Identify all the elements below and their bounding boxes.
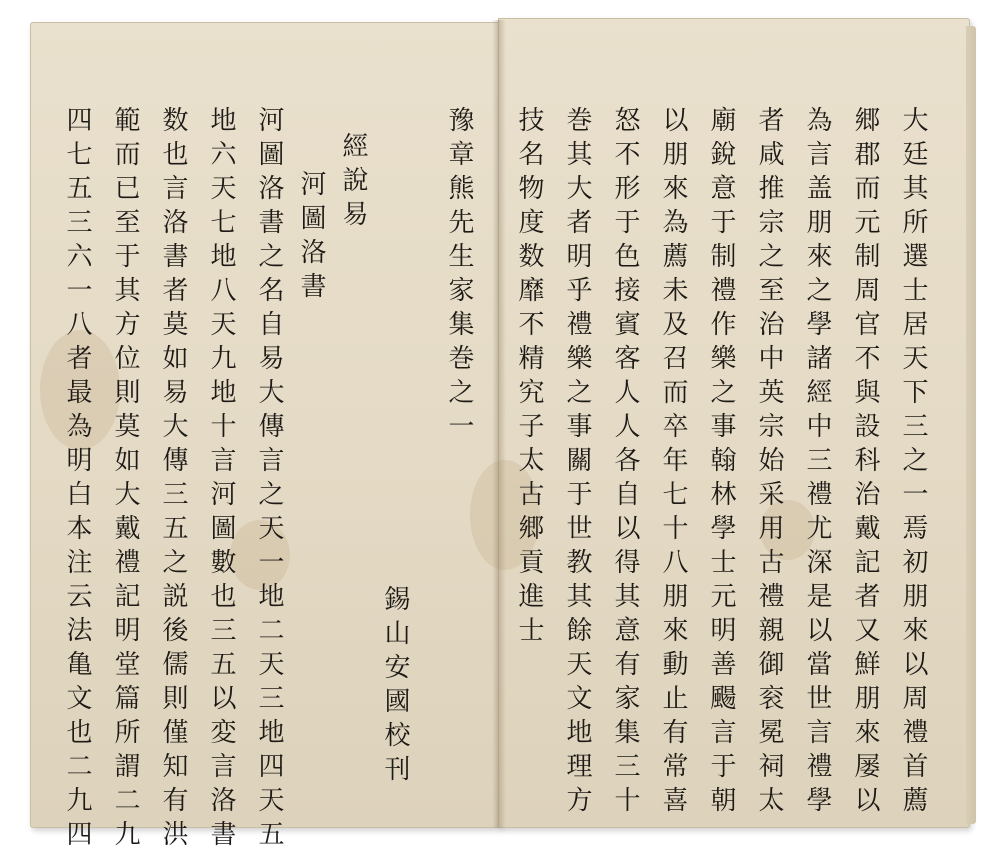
text-line: 為言盖朋來之學諸經中三禮尤深是以當世言禮學 <box>802 106 832 820</box>
text-line: 者咸推宗之至治中英宗始采用古禮親御衮冕祠太 <box>754 106 784 820</box>
text-line: 四七五三六一八者最為明白本注云法亀文也二九四 <box>62 106 92 854</box>
text-line: 怒不形于色接賓客人人各自以得其意有家集三十 <box>610 106 640 820</box>
text-line: 廟銳意于制禮作樂之事翰林學士元明善颺言于朝 <box>706 106 736 820</box>
text-line: 郷郡而元制周官不與設科治戴記者又鮮朋來屡以 <box>850 106 880 820</box>
book-title: 豫章熊先生家集巻之一 <box>444 106 474 446</box>
text-line: 以朋來為薦未及召而卒年七十八朋來動止有常喜 <box>658 106 688 820</box>
text-line: 大廷其所選士居天下三之一焉初朋來以周禮首薦 <box>898 106 928 820</box>
page-edge <box>966 26 976 824</box>
subsection-heading: 河圖洛書 <box>296 170 326 306</box>
text-line: 巻其大者明乎禮樂之事關于世教其餘天文地理方 <box>562 106 592 820</box>
text-line: 地六天七地八天九地十言河圖數也三五以変言洛書 <box>206 106 236 854</box>
text-line: 技名物度数靡不精究子太古郷貢進士 <box>514 106 544 650</box>
text-line: 河圖洛書之名自易大傳言之天一地二天三地四天五 <box>254 106 284 854</box>
editor-credit: 錫山安國校刊 <box>380 585 410 789</box>
text-line: 範而已至于其方位則莫如大戴禮記明堂篇所謂二九 <box>110 106 140 854</box>
section-heading: 經說易 <box>338 132 368 234</box>
text-line: 数也言洛書者莫如易大傳三五之説後儒則僅知有洪 <box>158 106 188 854</box>
book-gutter <box>492 20 506 828</box>
